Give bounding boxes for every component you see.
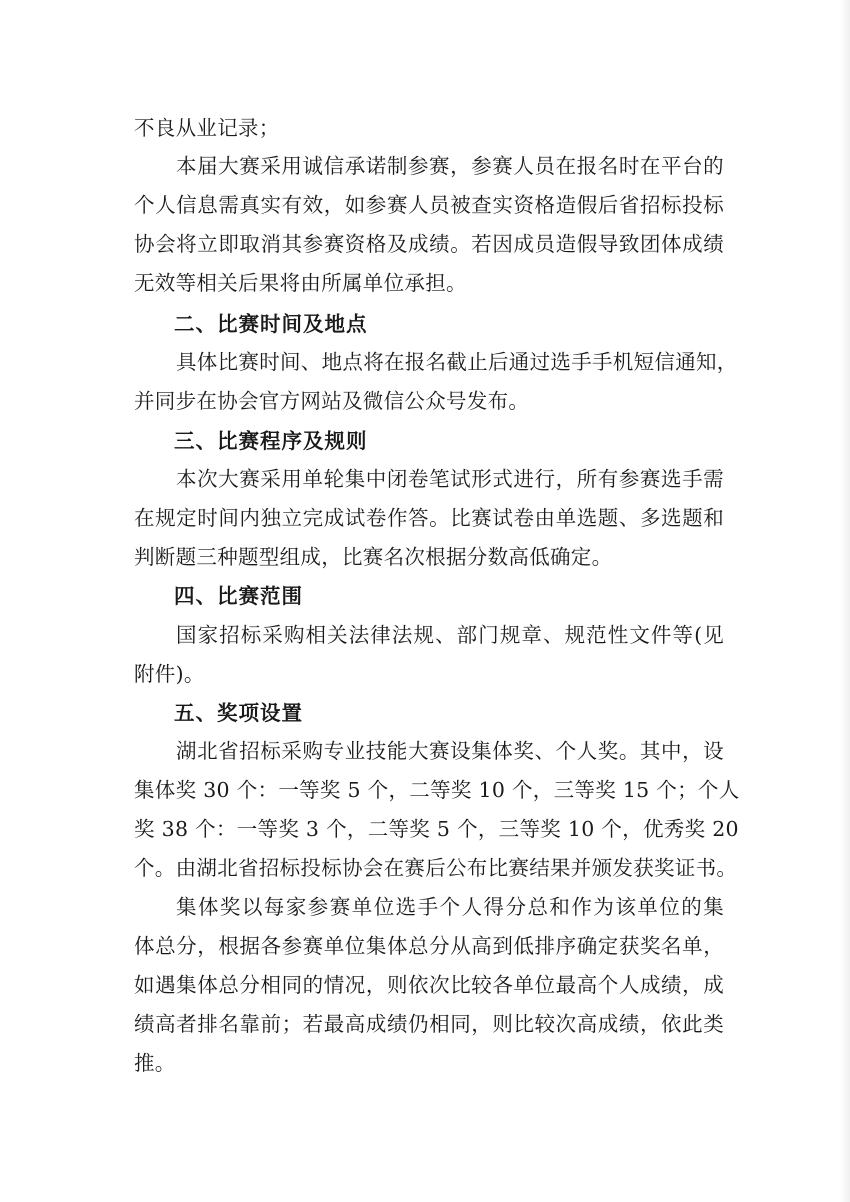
paragraph-line: 协会将立即取消其参赛资格及成绩。若因成员造假导致团体成绩 — [134, 232, 724, 256]
paragraph-line: 国家招标采购相关法律法规、部门规章、规范性文件等(见 — [176, 623, 724, 647]
paragraph-line: 本届大赛采用诚信承诺制参赛，参赛人员在报名时在平台的 — [176, 154, 724, 178]
paragraph-line: 具体比赛时间、地点将在报名截止后通过选手手机短信通知， — [176, 350, 738, 374]
paragraph-line: 并同步在协会官方网站及微信公众号发布。 — [134, 389, 530, 413]
paragraph-line: 无效等相关后果将由所属单位承担。 — [134, 271, 467, 295]
section-heading: 四、比赛范围 — [174, 584, 303, 608]
paragraph-line: 附件)。 — [134, 662, 205, 686]
paragraph-line: 本次大赛采用单轮集中闭卷笔试形式进行，所有参赛选手需 — [176, 467, 724, 491]
paragraph-line: 绩高者排名靠前；若最高成绩仍相同，则比较次高成绩，依此类 — [134, 1012, 724, 1036]
paragraph-line: 不良从业记录； — [134, 116, 280, 140]
page-edge — [840, 0, 850, 1202]
paragraph-line: 个。由湖北省招标投标协会在赛后公布比赛结果并颁发获奖证书。 — [134, 856, 738, 880]
section-heading: 五、奖项设置 — [174, 701, 303, 725]
paragraph-line: 推。 — [134, 1051, 176, 1075]
paragraph-line: 集体奖以每家参赛单位选手个人得分总和作为该单位的集 — [176, 895, 724, 919]
paragraph-line: 在规定时间内独立完成试卷作答。比赛试卷由单选题、多选题和 — [134, 506, 724, 530]
paragraph-line: 集体奖 30 个：一等奖 5 个，二等奖 10 个，三等奖 15 个；个人 — [134, 778, 740, 802]
section-heading: 二、比赛时间及地点 — [174, 312, 368, 336]
section-heading: 三、比赛程序及规则 — [174, 429, 368, 453]
paragraph-line: 判断题三种题型组成，比赛名次根据分数高低确定。 — [134, 545, 613, 569]
paragraph-line: 个人信息需真实有效，如参赛人员被查实资格造假后省招标投标 — [134, 193, 724, 217]
paragraph-line: 奖 38 个：一等奖 3 个，二等奖 5 个，三等奖 10 个，优秀奖 20 — [134, 817, 739, 841]
paragraph-line: 体总分，根据各参赛单位集体总分从高到低排序确定获奖名单， — [134, 934, 724, 958]
paragraph-line: 如遇集体总分相同的情况，则依次比较各单位最高个人成绩，成 — [134, 973, 724, 997]
paragraph-line: 湖北省招标采购专业技能大赛设集体奖、个人奖。其中，设 — [176, 739, 724, 763]
